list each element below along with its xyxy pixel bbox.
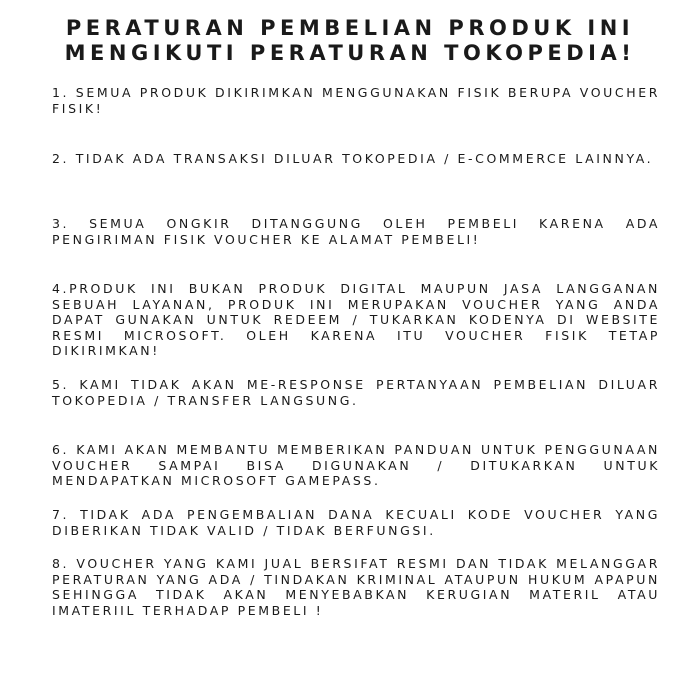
rule-item-2: 2. TIDAK ADA TRANSAKSI DILUAR TOKOPEDIA / E-COMMERCE LAINNYA. bbox=[52, 151, 654, 166]
rule-item-8: 8. VOUCHER YANG KAMI JUAL BERSIFAT RESMI DAN TIDAK MELANGGAR PERATURAN YANG ADA / TINDAKAN KRIMINAL ATAUPUN HUKUM APAPUN SEHINGGA TIDAK AKAN MENYEBABKAN KERUGIAN MATERIL ATAU IMATERIIL TERHADAP PEMBELI ! bbox=[52, 556, 660, 618]
rule-item-7: 7. TIDAK ADA PENGEMBALIAN DANA KECUALI KODE VOUCHER YANG DIBERIKAN TIDAK VALID / TIDAK BERFUNGSI. bbox=[52, 507, 660, 538]
rule-item-4: 4.PRODUK INI BUKAN PRODUK DIGITAL MAUPUN JASA LANGGANAN SEBUAH LAYANAN, PRODUK INI MERUPAKAN VOUCHER YANG ANDA DAPAT GUNAKAN UNTUK REDEEM / TUKARKAN KODENYA DI WEBSITE RESMI MICROSOFT. OLEH KARENA ITU VOUCHER FISIK TETAP DIKIRIMKAN! bbox=[52, 281, 660, 358]
rule-item-3: 3. SEMUA ONGKIR DITANGGUNG OLEH PEMBELI KARENA ADA PENGIRIMAN FISIK VOUCHER KE ALAMAT PEMBELI! bbox=[52, 216, 660, 247]
document-title: PERATURAN PEMBELIAN PRODUK INI MENGIKUTI PERATURAN TOKOPEDIA! bbox=[64, 16, 636, 65]
rule-item-1: 1. SEMUA PRODUK DIKIRIMKAN MENGGUNAKAN FISIK BERUPA VOUCHER FISIK! bbox=[52, 85, 660, 116]
rule-item-5: 5. KAMI TIDAK AKAN ME-RESPONSE PERTANYAAN PEMBELIAN DILUAR TOKOPEDIA / TRANSFER LANGSUNG. bbox=[52, 377, 660, 408]
rule-item-6: 6. KAMI AKAN MEMBANTU MEMBERIKAN PANDUAN UNTUK PENGGUNAAN VOUCHER SAMPAI BISA DIGUNAKAN / DITUKARKAN UNTUK MENDAPATKAN MICROSOFT GAMEPASS. bbox=[52, 442, 660, 488]
